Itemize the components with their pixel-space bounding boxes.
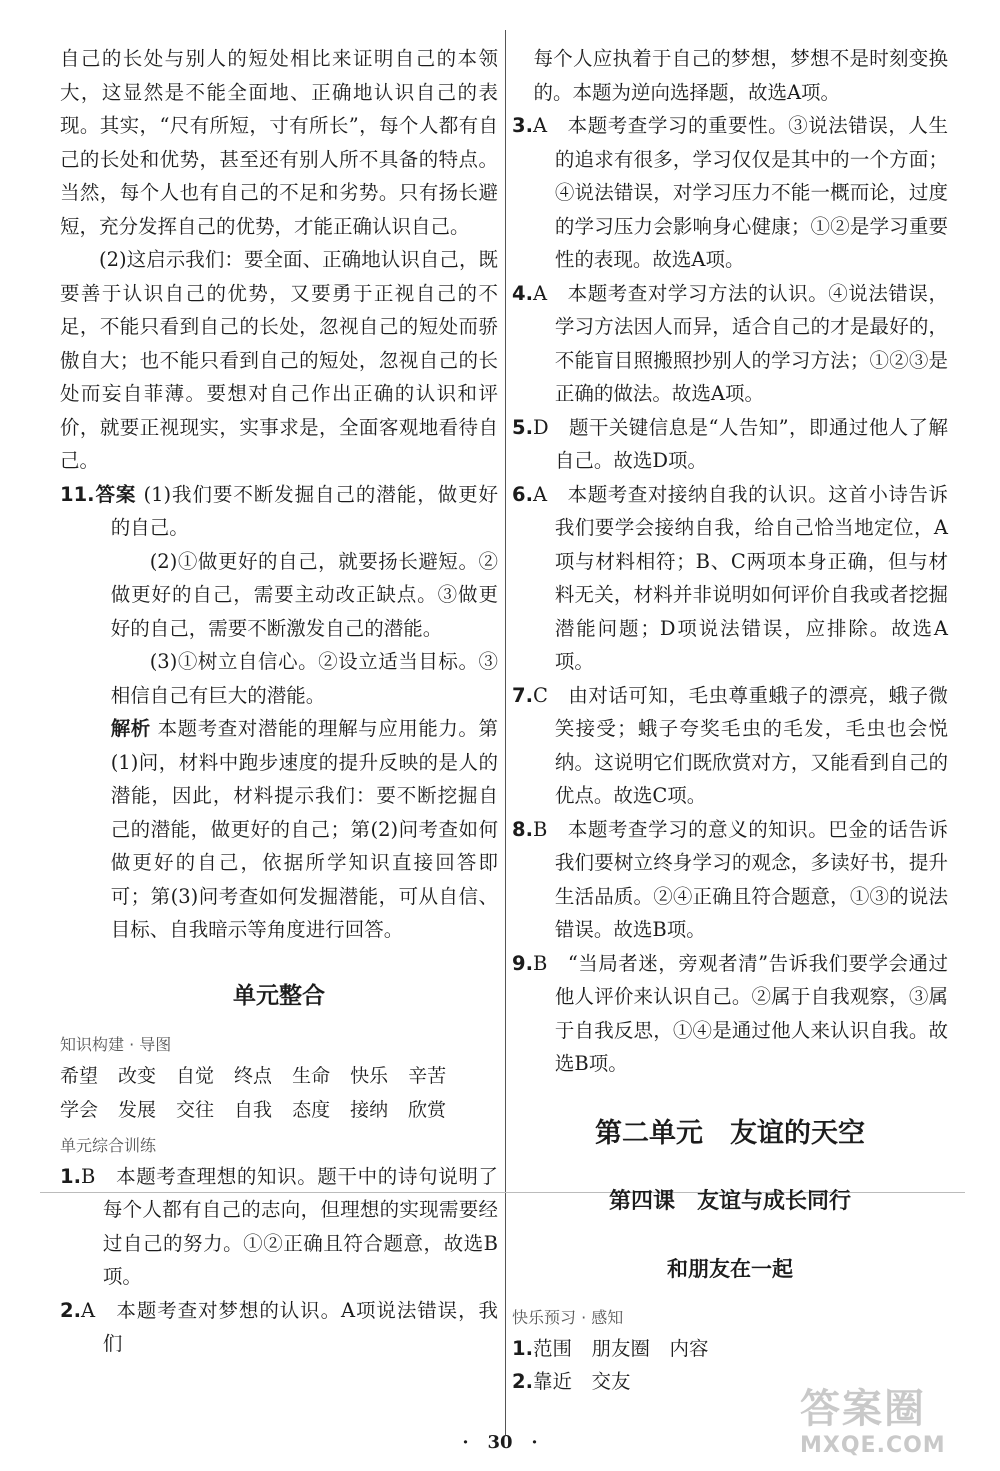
lesson-title: 第四课 友谊与成长同行 [608,1188,851,1214]
item-answer: C [532,683,548,707]
keyword: 发展 [118,1098,157,1121]
item-number: 7. [512,683,533,707]
item-answer: B [532,951,548,975]
watermark-url: MXQE.COM [800,1433,946,1458]
left-paragraph-1: 自己的长处与别人的短处相比来证明自己的本领大，这显然是不能全面地、正确地认识自己的表现。其实，“尺有所短，寸有所长”，每个人都有自己的长处和优势，甚至还有别人所不具备的特点。当然，每个人也有自己的不足和劣势。只有扬长避短，充分发挥自己的优势，才能正确认识自己。 [60,47,498,238]
item-answer: B [80,1164,96,1188]
item-text: 本题考查理想的知识。题干中的诗句说明了每个人都有自己的志向，但理想的实现需要经过自己的努力。①②正确且符合题意，故选B项。 [102,1164,498,1288]
page-number-value: 30 [487,1432,513,1453]
item-answer: A [80,1298,96,1322]
watermark-text: 答案圈 [800,1386,926,1432]
left-paragraph-2: (2)这启示我们：要全面、正确地认识自己，既要善于认识自己的优势，又要勇于正视自己的不足，不能只看到自己的长处，忽视自己的短处而骄傲自大；也不能只看到自己的短处，忽视自己的长处而妄自菲薄。要想对自己作出正确的认识和评价，就要正视现实，实事求是，全面客观地看待自己。 [60,248,498,472]
item-text: 本题考查学习的意义的知识。巴金的话告诉我们要树立终身学习的观念，多读好书，提升生活品质。②④正确且符合题意，①③的说法错误。故选B项。 [554,817,948,941]
preview-answer: 范围 朋友圈 内容 [532,1336,709,1360]
keyword: 终点 [234,1064,273,1087]
answer-11 [60,478,498,545]
right-column [512,42,948,1399]
answer-item-2 [60,1294,498,1361]
item-text: “当局者迷，旁观者清”告诉我们要学会通过他人评价来认识自己。②属于自我观察，③属于自我反思，①④是通过他人来认识自我。故选B项。 [554,951,948,1075]
item-number: 2. [512,1370,533,1393]
section-title: 单元整合 [233,982,325,1009]
keyword: 学会 [60,1098,99,1121]
keyword: 辛苦 [408,1064,447,1087]
answer-item-6 [512,478,948,679]
item-answer: A [532,281,548,305]
preview-answer: 靠近 交友 [532,1370,631,1393]
item-number: 1. [60,1164,81,1188]
item-number: 6. [512,482,533,506]
preview-item-1 [512,1332,948,1366]
unit-title: 第二单元 友谊的天空 [595,1117,865,1149]
item-text: 本题考查学习的重要性。③说法错误，人生的追求有很多，学习仅仅是其中的一个方面；④说法错误，对学习压力不能一概而论，过度的学习压力会影响身心健康；①②是学习重要性的表现。故选A项。 [554,114,948,271]
item-number: 4. [512,281,533,305]
item-text: 由对话可知，毛虫尊重蛾子的漂亮，蛾子微笑接受；蛾子夸奖毛虫的毛发，毛虫也会悦纳。这说明它们既欣赏对方，又能看到自己的优点。故选C项。 [554,683,948,807]
item-number: 1. [512,1336,533,1360]
item-number: 11. [60,482,95,506]
item-answer: A [532,114,548,137]
keyword: 生命 [292,1064,331,1087]
keyword: 快乐 [350,1064,389,1087]
item-number: 2. [60,1298,81,1322]
analysis-label: 解析 [110,717,151,740]
column-divider [505,30,506,1435]
page-dot: · [462,1432,469,1453]
answer-item-8 [512,813,948,947]
keyword: 态度 [292,1098,331,1121]
keyword-row-1 [60,1059,498,1093]
item-text: 本题考查对接纳自我的认识。这首小诗告诉我们要学会接纳自我，给自己恰当地定位，A项与材料相符；B、C两项本身正确，但与材料无关，材料并非说明如何评价自我或者挖掘潜能问题；D项说法错误，应排除。故选A项。 [554,482,948,673]
analysis-11 [60,712,498,947]
answer-11-part-1: (1)我们要不断发掘自己的潜能，做更好的自己。 [110,482,498,539]
answer-item-1 [60,1160,498,1294]
keyword-row-2 [60,1093,498,1127]
item-number: 3. [512,114,533,137]
answer-11-part-2: (2)①做更好的自己，就要扬长避短。②做更好的自己，需要主动改正缺点。③做更好的自己，需要不断激发自己的潜能。 [110,549,498,640]
item-number: 9. [512,951,533,975]
keyword: 接纳 [350,1098,389,1121]
item-2-continued: 每个人应执着于自己的梦想，梦想不是时刻变换的。本题为逆向选择题，故选A项。 [533,47,948,104]
item-text: 题干关键信息是“人告知”，即通过他人了解自己。故选D项。 [554,415,948,472]
answer-label: 答案 [94,482,137,506]
preview-tag: 快乐预习 · 感知 [512,1307,624,1327]
keyword: 希望 [60,1064,99,1087]
item-text: 本题考查对学习方法的认识。④说法错误，学习方法因人而异，适合自己的才是最好的，不能盲目照搬照抄别人的学习方法；①②③是正确的做法。故选A项。 [554,281,948,405]
keyword: 自我 [234,1098,273,1121]
item-answer: A [532,482,548,506]
item-answer: D [532,415,549,439]
answer-item-4 [512,277,948,411]
answer-11-part-3: (3)①树立自信心。②设立适当目标。③相信自己有巨大的潜能。 [110,650,498,707]
item-number: 8. [512,817,533,841]
unit-training-tag: 单元综合训练 [60,1135,157,1155]
answer-item-9 [512,947,948,1081]
keyword: 自觉 [176,1064,215,1087]
watermark-logo [800,1385,990,1465]
keyword: 交往 [176,1098,215,1121]
item-number: 5. [512,415,533,439]
answer-item-7 [512,679,948,813]
keyword: 改变 [118,1064,157,1087]
item-text: 本题考查对梦想的认识。A项说法错误，我们 [102,1298,498,1355]
keyword: 欣赏 [408,1098,447,1121]
knowledge-map-tag: 知识构建 · 导图 [60,1034,172,1054]
answer-item-5 [512,411,948,478]
item-answer: B [532,817,548,841]
answer-item-3 [512,109,948,277]
page-dot: · [531,1432,538,1453]
left-column [60,42,498,1361]
analysis-text: 本题考查对潜能的理解与应用能力。第(1)问，材料中跑步速度的提升反映的是人的潜能，因此，材料提示我们：要不断挖掘自己的潜能，做更好的自己；第(2)问考查如何做更好的自己，依据所学知识直接回答即可；第(3)问考查如何发掘潜能，可从自信、目标、自我暗示等角度进行回答。 [110,717,498,941]
sub-title: 和朋友在一起 [667,1256,793,1281]
